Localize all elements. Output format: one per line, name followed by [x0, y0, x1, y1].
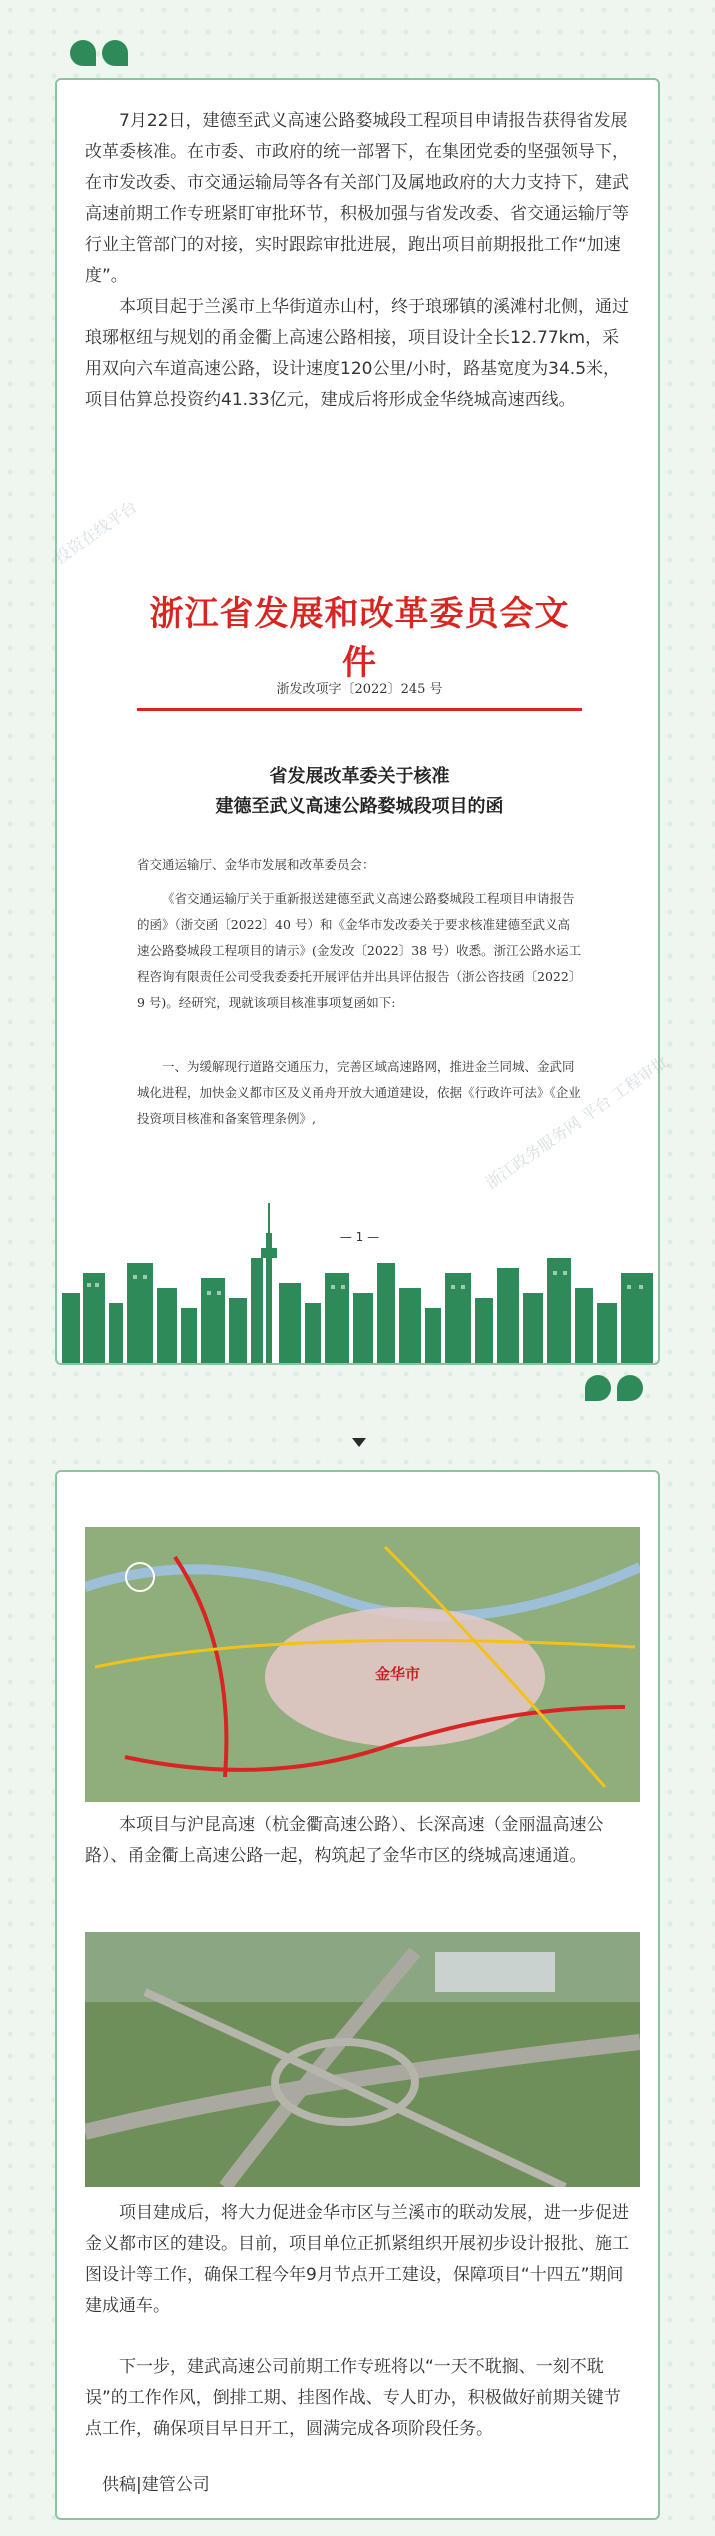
- details-card: [55, 1470, 660, 2520]
- document-red-rule: [137, 708, 582, 711]
- document-addressee: 省交通运输厅、金华市发展和改革委员会：: [137, 857, 375, 872]
- city-skyline-illustration: [57, 1203, 658, 1363]
- intro-card: [50, 78, 672, 1365]
- arrow-down-icon: [352, 1438, 366, 1447]
- route-map-image: [85, 1527, 640, 1802]
- document-heading-line-2: 建德至武义高速公路婺城段项目的函: [215, 796, 504, 817]
- quote-mark-open-icon: [70, 40, 128, 66]
- document-body-2: 一、为缓解现行道路交通压力，完善区域高速路网，推进金兰同城、金武同城化进程，加快金义都市区及义甬舟开放大通道建设，依据《行政许可法》《企业投资项目核准和备案管理条例》,: [137, 1059, 581, 1126]
- document-body-1: 《省交通运输厅关于重新报送建德至武义高速公路婺城段工程项目申请报告的函》（浙交函〔2022〕40 号）和《金华市发改委关于要求核准建德至武义高速公路婺城段工程项目的请示》(金发改〔2022〕38 号）收悉。浙江公路水运工程咨询有限责任公司受我委委托开展评估并出具评估报告（浙公咨技函〔2022〕9 号)。经研究，现就该项目核准事项复函如下:: [137, 891, 582, 1010]
- intro-paragraph-1: 7月22日，建德至武义高速公路婺城段工程项目申请报告获得省发展改革委核准。在市委、市政府的统一部署下，在集团党委的坚强领导下，在市发改委、市交通运输局等各有关部门及属地政府的大力支持下，建武高速前期工作专班紧盯审批环节，积极加强与省发改委、省交通运输厅等行业主管部门的对接，实时跟踪审批进展，跑出项目前期报批工作“加速度”。: [85, 111, 629, 286]
- credit-line: 供稿|建管公司: [102, 2475, 210, 2495]
- map-city-label: 金华市: [375, 1665, 421, 1683]
- document-title: 浙江省发展和改革委员会文件: [149, 594, 570, 683]
- details-paragraph-2: 项目建成后，将大力促进金华市区与兰溪市的联动发展，进一步促进金义都市区的建设。目前，项目单位正抓紧组织开展初步设计报批、施工图设计等工作，确保工程今年9月节点开工建设，保障项目“十四五”期间建成通车。: [85, 2203, 629, 2316]
- intro-paragraph-2: 本项目起于兰溪市上华街道赤山村，终于琅琊镇的溪滩村北侧，通过琅琊枢纽与规划的甬金衢上高速公路相接，项目设计全长12.77km，采用双向六车道高速公路，设计速度120公里/小时，路基宽度为34.5米，项目估算总投资约41.33亿元，建成后将形成金华绕城高速西线。: [85, 297, 629, 410]
- document-number: 浙发改项字〔2022〕245 号: [276, 682, 443, 697]
- quote-mark-close-icon: [585, 1375, 643, 1401]
- document-heading-line-1: 省发展改革委关于核准: [269, 766, 450, 787]
- document-page-number: — 1 —: [339, 1230, 380, 1244]
- interchange-aerial-rendering: [85, 1932, 640, 2187]
- details-paragraph-3: 下一步，建武高速公司前期工作专班将以“一天不耽搁、一刻不耽误”的工作作风，倒排工期、挂图作战、专人盯办，积极做好前期关键节点工作，确保项目早日开工，圆满完成各项阶段任务。: [85, 2357, 621, 2439]
- watermark: 浙江政务服务网 平台 工程审批: [481, 1051, 672, 1193]
- watermark: 投资在线平台: [50, 497, 141, 568]
- details-paragraph-1: 本项目与沪昆高速（杭金衢高速公路）、长深高速（金丽温高速公路）、甬金衢上高速公路一起，构筑起了金华市区的绕城高速通道。: [85, 1815, 604, 1866]
